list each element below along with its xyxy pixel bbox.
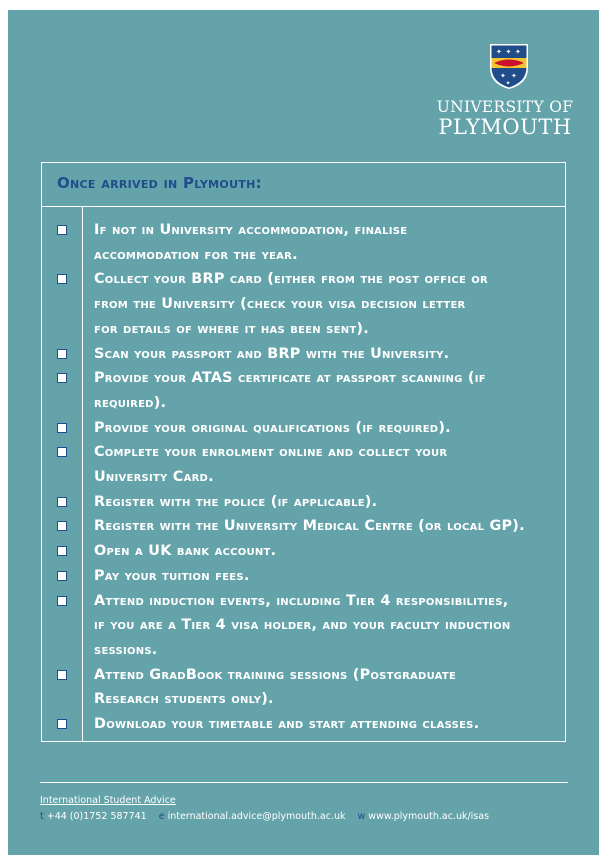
checklist-item-text: Research students only).	[94, 691, 274, 708]
checkbox-icon[interactable]	[57, 571, 67, 581]
footer-contacts	[40, 811, 489, 822]
checklist-item	[42, 490, 565, 515]
checkbox-icon[interactable]	[57, 225, 67, 235]
checklist-item-text: Scan your passport and BRP with the University.	[94, 345, 450, 362]
email-address[interactable]: international.advice@plymouth.ac.uk	[167, 811, 346, 822]
email-label: e	[158, 811, 165, 822]
checklist-item	[42, 663, 565, 712]
checklist-item-text: Download your timetable and start attending classes.	[94, 716, 480, 733]
svg-text:✦: ✦	[515, 48, 521, 56]
phone-label: t	[40, 811, 44, 822]
checklist-item	[42, 539, 565, 564]
svg-text:✦: ✦	[505, 48, 512, 56]
checklist-item	[42, 267, 565, 341]
checkbox-icon[interactable]	[57, 521, 67, 531]
university-crest-icon	[488, 42, 530, 90]
arrival-checklist	[41, 162, 566, 742]
checklist-item-text: Pay your tuition fees.	[94, 567, 250, 584]
checkbox-icon[interactable]	[57, 596, 67, 606]
web-address[interactable]: www.plymouth.ac.uk/isas	[368, 811, 490, 822]
checkbox-icon[interactable]	[57, 670, 67, 680]
checklist-item	[42, 712, 565, 737]
logo-text-line1: UNIVERSITY OF	[436, 98, 574, 116]
checkbox-icon[interactable]	[57, 349, 67, 359]
checklist-item-text: accommodation for the year.	[94, 246, 298, 263]
logo-text-line2: PLYMOUTH	[438, 115, 572, 139]
checklist-item-text: if you are a Tier 4 visa holder, and your faculty induction	[94, 617, 511, 634]
checklist-item-text: for details of where it has been sent).	[94, 320, 369, 337]
checklist-item-text: Attend GradBook training sessions (Postgraduate	[94, 666, 457, 683]
checklist-item	[42, 218, 565, 267]
checklist-item-text: Provide your original qualifications (if required).	[94, 419, 451, 436]
checklist-item	[42, 416, 565, 441]
checklist-item	[42, 342, 565, 367]
checkbox-icon[interactable]	[57, 373, 67, 383]
checklist-item	[42, 514, 565, 539]
svg-text:✦: ✦	[496, 48, 502, 56]
checklist-item-text: If not in University accommodation, finalise	[94, 222, 408, 238]
checklist-item-text: Register with the police (if applicable).	[94, 493, 378, 510]
checklist-item-text: Register with the University Medical Centre (or local GP).	[94, 518, 525, 535]
checklist-item-text: Complete your enrolment online and collect your	[94, 444, 448, 461]
checklist-header	[42, 163, 565, 207]
checkbox-icon[interactable]	[57, 546, 67, 556]
svg-text:✦: ✦	[511, 72, 517, 80]
checkbox-icon[interactable]	[57, 497, 67, 507]
checkbox-icon[interactable]	[57, 423, 67, 433]
checklist-item	[42, 366, 565, 415]
phone-number: +44 (0)1752 587741	[46, 811, 147, 822]
footer-title: International Student Advice	[40, 795, 176, 806]
checkbox-icon[interactable]	[57, 447, 67, 457]
checklist-item-text: Open a UK bank account.	[94, 543, 277, 560]
svg-text:✦: ✦	[505, 80, 511, 87]
checklist-item-text: from the University (check your visa decision letter	[94, 296, 466, 313]
checklist-title: Once arrived in Plymouth:	[57, 174, 262, 192]
checklist-item-text: Attend induction events, including Tier 4 responsibilities,	[94, 592, 509, 609]
checkbox-icon[interactable]	[57, 274, 67, 284]
svg-text:✦: ✦	[500, 72, 506, 80]
checklist-items	[42, 218, 565, 737]
checklist-item	[42, 440, 565, 489]
footer-divider	[40, 782, 568, 783]
checklist-item-text: required).	[94, 394, 167, 411]
checklist-item-text: Collect your BRP card (either from the post office or	[94, 271, 488, 288]
checklist-item-text: sessions.	[94, 641, 158, 658]
checklist-item-text: Provide your ATAS certificate at passport scanning (if	[94, 370, 486, 387]
checkbox-icon[interactable]	[57, 719, 67, 729]
checklist-item	[42, 589, 565, 663]
checklist-item	[42, 564, 565, 589]
university-logo	[435, 42, 575, 146]
checklist-item-text: University Card.	[94, 469, 214, 486]
web-label: w	[357, 811, 366, 822]
document-page	[8, 10, 599, 855]
